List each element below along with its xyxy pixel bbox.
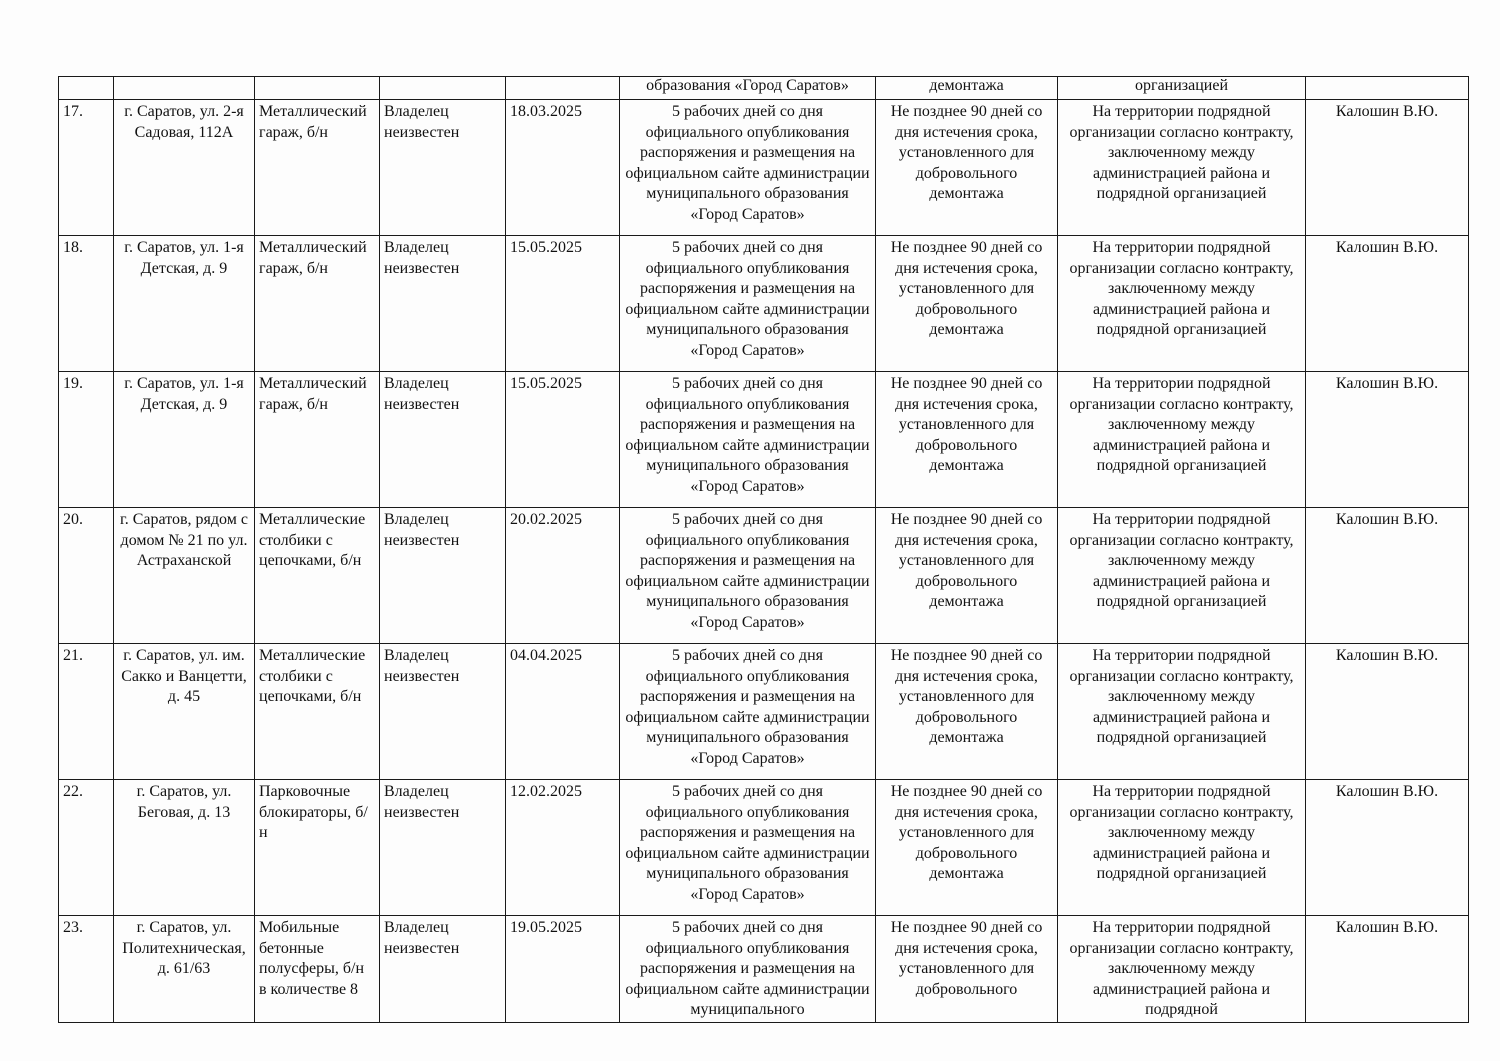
cell-date: 12.02.2025	[506, 780, 620, 916]
cell-storage: На территории подрядной организации согласно контракту, заключенному между администрацией района и подрядной организацией	[1058, 372, 1306, 508]
cell-object	[255, 77, 380, 100]
cell-storage: На территории подрядной организации согласно контракту, заключенному между администрацией района и подрядной организацией	[1058, 236, 1306, 372]
cell-storage: На территории подрядной организации согласно контракту, заключенному между администрацией района и подрядной организацией	[1058, 100, 1306, 236]
cell-num: 21.	[59, 644, 114, 780]
cell-responsible: Калошин В.Ю.	[1306, 100, 1469, 236]
cell-date	[506, 77, 620, 100]
cell-term: 5 рабочих дней со дня официального опубликования распоряжения и размещения на официальном сайте администрации муниципального образования «Город Саратов»	[620, 100, 876, 236]
cell-num: 19.	[59, 372, 114, 508]
cell-deadline: Не позднее 90 дней со дня истечения срока, установленного для добровольного демонтажа	[876, 236, 1058, 372]
cell-date: 18.03.2025	[506, 100, 620, 236]
cell-date: 15.05.2025	[506, 372, 620, 508]
cell-term: 5 рабочих дней со дня официального опубликования распоряжения и размещения на официальном сайте администрации муниципального образования «Город Саратов»	[620, 236, 876, 372]
cell-responsible: Калошин В.Ю.	[1306, 372, 1469, 508]
cell-storage: На территории подрядной организации согласно контракту, заключенному между администрацией района и подрядной	[1058, 916, 1306, 1023]
table-row	[59, 508, 1469, 644]
cell-object: Металлические столбики с цепочками, б/н	[255, 508, 380, 644]
cell-storage: На территории подрядной организации согласно контракту, заключенному между администрацией района и подрядной организацией	[1058, 508, 1306, 644]
cell-responsible: Калошин В.Ю.	[1306, 780, 1469, 916]
cell-date: 19.05.2025	[506, 916, 620, 1023]
cell-object: Металлический гараж, б/н	[255, 100, 380, 236]
cell-owner	[380, 77, 506, 100]
cell-address: г. Саратов, рядом с домом № 21 по ул. Астраханской	[114, 508, 255, 644]
cell-num	[59, 77, 114, 100]
cell-date: 15.05.2025	[506, 236, 620, 372]
cell-deadline: Не позднее 90 дней со дня истечения срока, установленного для добровольного демонтажа	[876, 644, 1058, 780]
cell-date: 20.02.2025	[506, 508, 620, 644]
cell-term: 5 рабочих дней со дня официального опубликования распоряжения и размещения на официальном сайте администрации муниципального образования «Город Саратов»	[620, 644, 876, 780]
cell-responsible: Калошин В.Ю.	[1306, 916, 1469, 1023]
cell-term: 5 рабочих дней со дня официального опубликования распоряжения и размещения на официальном сайте администрации муниципального образования «Город Саратов»	[620, 508, 876, 644]
cell-deadline: демонтажа	[876, 77, 1058, 100]
cell-address: г. Саратов, ул. 1-я Детская, д. 9	[114, 372, 255, 508]
cell-address: г. Саратов, ул. Политехническая, д. 61/63	[114, 916, 255, 1023]
cell-deadline: Не позднее 90 дней со дня истечения срока, установленного для добровольного	[876, 916, 1058, 1023]
cell-deadline: Не позднее 90 дней со дня истечения срока, установленного для добровольного демонтажа	[876, 508, 1058, 644]
cell-object: Металлические столбики с цепочками, б/н	[255, 644, 380, 780]
cell-num: 23.	[59, 916, 114, 1023]
cell-owner: Владелец неизвестен	[380, 644, 506, 780]
cell-storage: На территории подрядной организации согласно контракту, заключенному между администрацией района и подрядной организацией	[1058, 780, 1306, 916]
cell-num: 20.	[59, 508, 114, 644]
cell-date: 04.04.2025	[506, 644, 620, 780]
cell-address: г. Саратов, ул. Беговая, д. 13	[114, 780, 255, 916]
cell-object: Парковочные блокираторы, б/н	[255, 780, 380, 916]
cell-term: 5 рабочих дней со дня официального опубликования распоряжения и размещения на официальном сайте администрации муниципального	[620, 916, 876, 1023]
cell-owner: Владелец неизвестен	[380, 780, 506, 916]
table-row	[59, 372, 1469, 508]
table-row	[59, 236, 1469, 372]
cell-object: Металлический гараж, б/н	[255, 372, 380, 508]
cell-num: 22.	[59, 780, 114, 916]
cell-storage: организацией	[1058, 77, 1306, 100]
table-row	[59, 644, 1469, 780]
cell-term: 5 рабочих дней со дня официального опубликования распоряжения и размещения на официальном сайте администрации муниципального образования «Город Саратов»	[620, 780, 876, 916]
cell-object: Мобильные бетонные полусферы, б/н в количестве 8	[255, 916, 380, 1023]
cell-address: г. Саратов, ул. 1-я Детская, д. 9	[114, 236, 255, 372]
continuation-row	[59, 77, 1469, 100]
cell-responsible	[1306, 77, 1469, 100]
cell-owner: Владелец неизвестен	[380, 236, 506, 372]
table-row	[59, 916, 1469, 1023]
cell-address: г. Саратов, ул. им. Сакко и Ванцетти, д. 45	[114, 644, 255, 780]
cell-num: 17.	[59, 100, 114, 236]
cell-address	[114, 77, 255, 100]
cell-storage: На территории подрядной организации согласно контракту, заключенному между администрацией района и подрядной организацией	[1058, 644, 1306, 780]
cell-owner: Владелец неизвестен	[380, 372, 506, 508]
table-row	[59, 100, 1469, 236]
cell-deadline: Не позднее 90 дней со дня истечения срока, установленного для добровольного демонтажа	[876, 372, 1058, 508]
cell-deadline: Не позднее 90 дней со дня истечения срока, установленного для добровольного демонтажа	[876, 100, 1058, 236]
cell-owner: Владелец неизвестен	[380, 916, 506, 1023]
cell-deadline: Не позднее 90 дней со дня истечения срока, установленного для добровольного демонтажа	[876, 780, 1058, 916]
cell-term: образования «Город Саратов»	[620, 77, 876, 100]
cell-responsible: Калошин В.Ю.	[1306, 236, 1469, 372]
cell-term: 5 рабочих дней со дня официального опубликования распоряжения и размещения на официальном сайте администрации муниципального образования «Город Саратов»	[620, 372, 876, 508]
table-row	[59, 780, 1469, 916]
cell-responsible: Калошин В.Ю.	[1306, 644, 1469, 780]
removal-register-table	[58, 76, 1469, 1023]
cell-num: 18.	[59, 236, 114, 372]
cell-owner: Владелец неизвестен	[380, 100, 506, 236]
cell-responsible: Калошин В.Ю.	[1306, 508, 1469, 644]
cell-object: Металлический гараж, б/н	[255, 236, 380, 372]
cell-owner: Владелец неизвестен	[380, 508, 506, 644]
cell-address: г. Саратов, ул. 2-я Садовая, 112А	[114, 100, 255, 236]
